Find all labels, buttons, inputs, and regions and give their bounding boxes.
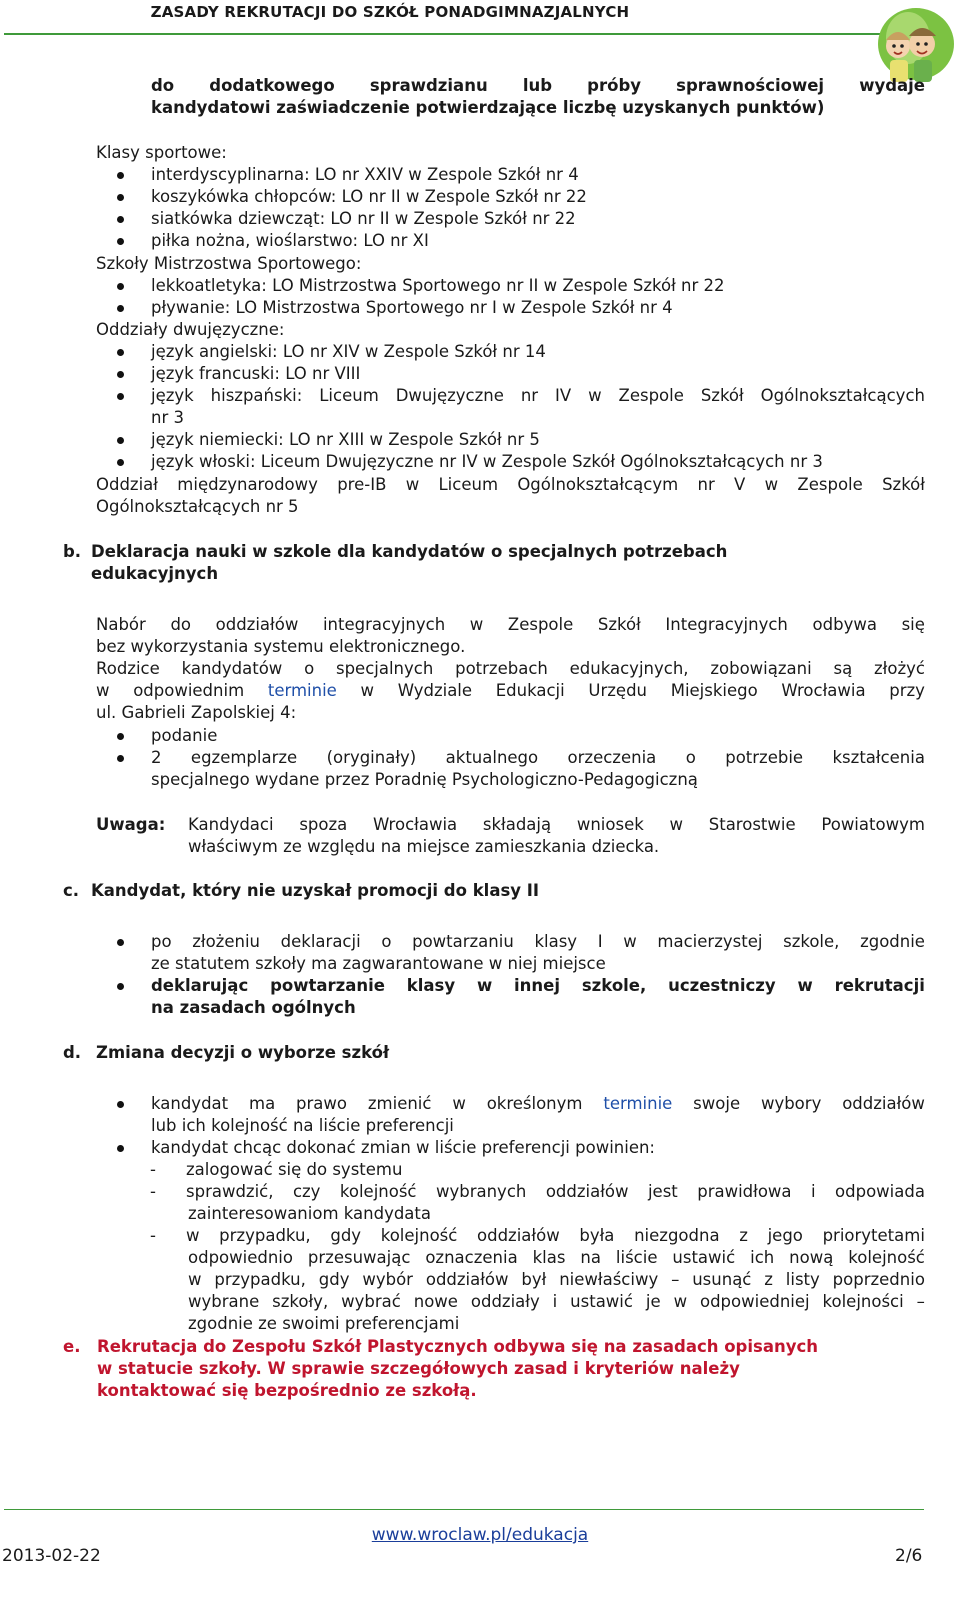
section-c-letter: c. bbox=[63, 881, 80, 900]
bullet-icon bbox=[117, 437, 124, 444]
section-e-line: Rekrutacja do Zespołu Szkół Plastycznych odbywa się na zasadach opisanych bbox=[97, 1337, 819, 1356]
deadline-link[interactable]: terminie bbox=[267, 681, 337, 700]
bullet-icon bbox=[117, 194, 124, 201]
paragraph-line: Nabór do oddziałów integracyjnych w Zespole Szkół Integracyjnych odbywa się bbox=[96, 615, 925, 634]
sub-list-item-continuation: zainteresowaniom kandydata bbox=[188, 1204, 431, 1223]
bullet-icon bbox=[117, 305, 124, 312]
sub-list-item-continuation: zgodnie ze swoimi preferencjami bbox=[188, 1314, 460, 1333]
sub-list-item: zalogować się do systemu bbox=[186, 1160, 403, 1179]
list-item: kandydat chcąc dokonać zmian w liście preferencji powinien: bbox=[151, 1138, 655, 1157]
bullet-icon bbox=[117, 733, 124, 740]
list-item: język angielski: LO nr XIV w Zespole Szkół nr 14 bbox=[151, 342, 546, 361]
bullet-icon bbox=[117, 459, 124, 466]
dash-marker: - bbox=[150, 1160, 156, 1179]
list-item-continuation: lub ich kolejność na liście preferencji bbox=[151, 1116, 454, 1135]
sport-classes-heading: Klasy sportowe: bbox=[96, 143, 227, 162]
bullet-icon bbox=[117, 1145, 124, 1152]
section-b-letter: b. bbox=[63, 542, 82, 561]
list-item-continuation: specjalnego wydane przez Poradnię Psychologiczno-Pedagogiczną bbox=[151, 770, 698, 789]
bilingual-heading: Oddziały dwujęzyczne: bbox=[96, 320, 285, 339]
list-item: po złożeniu deklaracji o powtarzaniu klasy I w macierzystej szkole, zgodnie bbox=[151, 932, 925, 951]
list-item: 2 egzemplarze (oryginały) aktualnego orzeczenia o potrzebie kształcenia bbox=[151, 748, 925, 767]
dash-marker: - bbox=[150, 1182, 156, 1201]
list-item: pływanie: LO Mistrzostwa Sportowego nr I w Zespole Szkół nr 4 bbox=[151, 298, 673, 317]
bullet-icon bbox=[117, 393, 124, 400]
footer-url-container bbox=[0, 1525, 960, 1545]
note-line: właściwym ze względu na miejsce zamieszkania dziecka. bbox=[188, 837, 660, 856]
list-item: język francuski: LO nr VIII bbox=[151, 364, 361, 383]
list-item: podanie bbox=[151, 726, 218, 745]
footer-link[interactable]: www.wroclaw.pl/edukacja bbox=[371, 1525, 589, 1545]
list-item-continuation: nr 3 bbox=[151, 408, 184, 427]
note-label: Uwaga: bbox=[96, 815, 166, 834]
bullet-icon bbox=[117, 238, 124, 245]
paragraph-line: Rodzice kandydatów o specjalnych potrzebach edukacyjnych, zobowiązani są złożyć bbox=[96, 659, 925, 678]
dash-marker: - bbox=[150, 1226, 156, 1245]
header-divider bbox=[4, 33, 922, 35]
note-line: Kandydaci spoza Wrocławia składają wniosek w Starostwie Powiatowym bbox=[188, 815, 925, 834]
sms-heading: Szkoły Mistrzostwa Sportowego: bbox=[96, 254, 362, 273]
list-item: piłka nożna, wioślarstwo: LO nr XI bbox=[151, 231, 429, 250]
section-d-title: Zmiana decyzji o wyborze szkół bbox=[96, 1043, 390, 1062]
list-item: deklarując powtarzanie klasy w innej szkole, uczestniczy w rekrutacji bbox=[151, 976, 925, 995]
list-item: język włoski: Liceum Dwujęzyczne nr IV w Zespole Szkół Ogólnokształcących nr 3 bbox=[151, 452, 823, 471]
list-item-continuation: ze statutem szkoły ma zagwarantowane w niej miejsce bbox=[151, 954, 606, 973]
bullet-icon bbox=[117, 371, 124, 378]
page-header-title: ZASADY REKRUTACJI DO SZKÓŁ PONADGIMNAZJALNYCH bbox=[150, 3, 630, 21]
intro-line-1: do dodatkowego sprawdzianu lub próby sprawnościowej wydaje bbox=[151, 76, 925, 95]
list-item: język hiszpański: Liceum Dwujęzyczne nr IV w Zespole Szkół Ogólnokształcących bbox=[151, 386, 925, 405]
list-item: interdyscyplinarna: LO nr XXIV w Zespole Szkół nr 4 bbox=[151, 165, 579, 184]
section-c-title: Kandydat, który nie uzyskał promocji do klasy II bbox=[91, 881, 540, 900]
cartoon-logo-icon bbox=[864, 2, 956, 86]
list-item: lekkoatletyka: LO Mistrzostwa Sportowego nr II w Zespole Szkół nr 22 bbox=[151, 276, 725, 295]
section-e-line: w statucie szkoły. W sprawie szczegółowych zasad i kryteriów należy bbox=[97, 1359, 740, 1378]
ib-line-2: Ogólnokształcących nr 5 bbox=[96, 497, 299, 516]
section-b-title: Deklaracja nauki w szkole dla kandydatów o specjalnych potrzebach bbox=[91, 542, 728, 561]
list-item: siatkówka dziewcząt: LO nr II w Zespole Szkół nr 22 bbox=[151, 209, 576, 228]
section-b-title-cont: edukacyjnych bbox=[91, 564, 219, 583]
deadline-link[interactable]: terminie bbox=[603, 1094, 673, 1113]
sub-list-item-continuation: w przypadku, gdy wybór oddziałów był niewłaściwy – usunąć z listy poprzednio bbox=[188, 1270, 925, 1289]
bullet-icon bbox=[117, 1101, 124, 1108]
bullet-icon bbox=[117, 172, 124, 179]
list-item: koszykówka chłopców: LO nr II w Zespole Szkół nr 22 bbox=[151, 187, 587, 206]
list-item-continuation: na zasadach ogólnych bbox=[151, 998, 356, 1017]
footer-date: 2013-02-22 bbox=[2, 1546, 101, 1566]
paragraph-line: ul. Gabrieli Zapolskiej 4: bbox=[96, 703, 297, 722]
bullet-icon bbox=[117, 939, 124, 946]
sub-list-item: w przypadku, gdy kolejność oddziałów była niezgodna z jego priorytetami bbox=[186, 1226, 925, 1245]
paragraph-line: bez wykorzystania systemu elektronicznego. bbox=[96, 637, 466, 656]
sub-list-item-continuation: wybrane szkoły, wybrać nowe oddziały i ustawić je w odpowiedniej kolejności – bbox=[188, 1292, 925, 1311]
page-number: 2/6 bbox=[895, 1546, 923, 1566]
paragraph-line: w odpowiednim terminie w Wydziale Edukacji Urzędu Miejskiego Wrocławia przy bbox=[96, 681, 925, 700]
intro-line-2: kandydatowi zaświadczenie potwierdzające liczbę uzyskanych punktów) bbox=[151, 98, 825, 117]
ib-line-1: Oddział międzynarodowy pre-IB w Liceum Ogólnokształcącym nr V w Zespole Szkół bbox=[96, 475, 925, 494]
bullet-icon bbox=[117, 755, 124, 762]
list-item: kandydat ma prawo zmienić w określonym terminie swoje wybory oddziałów bbox=[151, 1094, 925, 1113]
bullet-icon bbox=[117, 349, 124, 356]
sub-list-item-continuation: odpowiednio przesuwając oznaczenia klas na liście ustawić ich nową kolejność bbox=[188, 1248, 925, 1267]
bullet-icon bbox=[117, 283, 124, 290]
bullet-icon bbox=[117, 983, 124, 990]
section-e-letter: e. bbox=[63, 1337, 81, 1356]
list-item: język niemiecki: LO nr XIII w Zespole Szkół nr 5 bbox=[151, 430, 540, 449]
bullet-icon bbox=[117, 216, 124, 223]
section-e-line: kontaktować się bezpośrednio ze szkołą. bbox=[97, 1381, 477, 1400]
section-d-letter: d. bbox=[63, 1043, 82, 1062]
footer-divider bbox=[4, 1509, 924, 1510]
sub-list-item: sprawdzić, czy kolejność wybranych oddziałów jest prawidłowa i odpowiada bbox=[186, 1182, 925, 1201]
